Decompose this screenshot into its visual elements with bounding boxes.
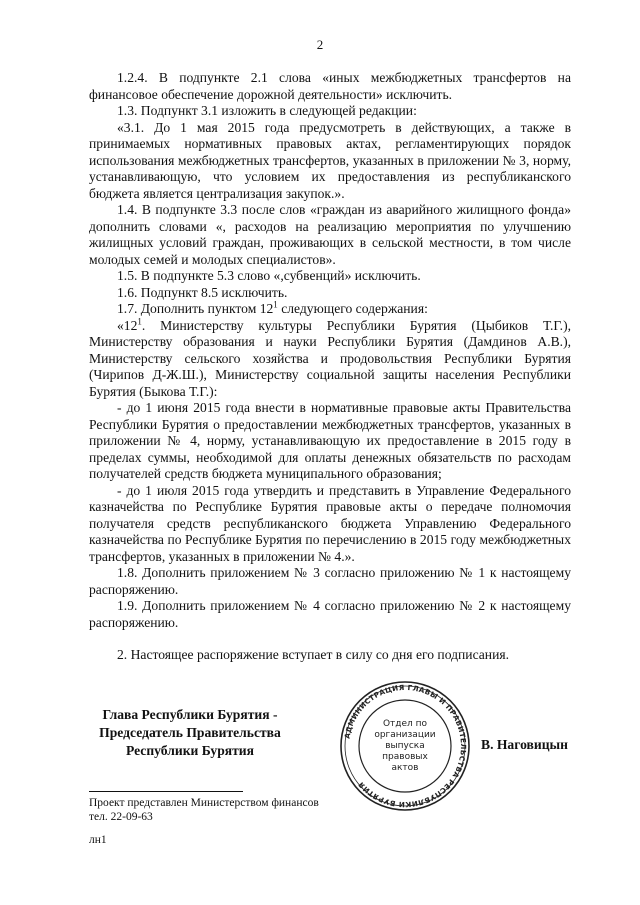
stamp-ring-text: АДМИНИСТРАЦИЯ ГЛАВЫ И ПРАВИТЕЛЬСТВА РЕСПУБЛИКИ БУРЯТИЯ bbox=[342, 682, 469, 810]
stamp-line-2: организации bbox=[374, 730, 436, 740]
footnote-line-1: Проект представлен Министерством финансов bbox=[89, 797, 319, 809]
signer-title-line-2: Председатель Правительства bbox=[99, 725, 281, 740]
paragraph-june-deadline: - до 1 июня 2015 года внести в нормативные правовые акты Правительства Республики Бурятия о предоставлении межбюджетных трансфертов, указанных в приложении № 4, норму, устанавливающую их предоставление в 2015 году в пределах суммы, необходимой для оплаты денежных обязательств по расходам получателей средств бюджета муниципального образования; bbox=[89, 400, 571, 481]
footnote-line-2: тел. 22-09-63 bbox=[89, 811, 153, 823]
stamp-line-1: Отдел по bbox=[382, 719, 428, 729]
paragraph-1-6: 1.6. Подпункт 8.5 исключить. bbox=[117, 284, 288, 300]
paragraph-2: 2. Настоящее распоряжение вступает в силу со дня его подписания. bbox=[117, 647, 510, 662]
document-body bbox=[89, 70, 571, 664]
paragraph-1-5: 1.5. В подпункте 5.3 слово «,субвенций» исключить. bbox=[117, 268, 421, 283]
paragraph-1-4: 1.4. В подпункте 3.3 после слов «граждан из аварийного жилищного фонда» дополнить словами «, расходов на реализацию мероприятия по улучшению жилищных условий граждан, проживающих в сельской местности, в том числе молодых семей и молодых специалистов». bbox=[89, 202, 571, 267]
stamp-line-3: выпуска bbox=[385, 741, 425, 751]
paragraph-1-8: 1.8. Дополнить приложением № 3 согласно приложению № 1 к настоящему распоряжению. bbox=[89, 565, 571, 597]
stamp-line-5: актов bbox=[391, 763, 419, 773]
paragraph-1-3: 1.3. Подпункт 3.1 изложить в следующей редакции: bbox=[117, 103, 417, 118]
paragraph-1-2-4: 1.2.4. В подпункте 2.1 слова «иных межбюджетных трансфертов на финансовое обеспечение дорожной деятельности» исключить. bbox=[89, 70, 571, 102]
official-stamp bbox=[339, 680, 471, 812]
paragraph-1-7-text: 1.7. Дополнить пунктом 12 bbox=[117, 301, 274, 316]
paragraph-1-7 bbox=[89, 301, 571, 318]
paragraph-july-deadline: - до 1 июля 2015 года утвердить и представить в Управление Федерального казначейства по Республике Бурятия правовые акты о передаче полномочия получателя средств республиканского бюджета Управлению Федерального казначейства по Республике Бурятия по перечислению в 2015 году межбюджетных трансфертов, указанных в приложении № 4.». bbox=[89, 482, 571, 564]
signer-title bbox=[85, 706, 295, 760]
signer-name: В. Наговицын bbox=[481, 737, 568, 752]
paragraph-12-1-text: . Министерству культуры Республики Бурятия (Цыбиков Т.Г.), Министерству образования и науки Республики Бурятия (Дамдинов А.В.), Министерству сельского хозяйства и продовольствия Республики Бурятия (Чирипов Д-Ж.Ш.), Министерству социальной защиты населения Республики Бурятия (Быкова Т.Г.): bbox=[89, 317, 571, 399]
stamp-line-4: правовых bbox=[382, 752, 428, 762]
page-number: 2 bbox=[316, 37, 324, 52]
signer-title-line-3: Республики Бурятия bbox=[125, 743, 254, 758]
superscript-one: 1 bbox=[137, 315, 142, 326]
footnote-divider bbox=[89, 791, 243, 792]
paragraph-1-9: 1.9. Дополнить приложением № 4 согласно приложению № 2 к настоящему распоряжению. bbox=[89, 598, 571, 630]
signer-title-line-1: Глава Республики Бурятия - bbox=[102, 707, 278, 722]
paragraph-12-1 bbox=[89, 315, 571, 401]
superscript-one: 1 bbox=[273, 299, 278, 310]
document-code: лн1 bbox=[89, 834, 107, 846]
footnote bbox=[89, 796, 319, 824]
paragraph-12-1-start: «12 bbox=[117, 317, 138, 333]
paragraph-3-1-quote: «3.1. До 1 мая 2015 года предусмотреть в действующих, а также в принимаемых нормативных правовых актах, регламентирующих порядок использования межбюджетных трансфертов, указанных в приложении № 3, норму, устанавливающую, что условием их предоставления из республиканского бюджета является централизация закупок.». bbox=[89, 119, 571, 201]
paragraph-1-7-tail: следующего содержания: bbox=[277, 301, 428, 316]
